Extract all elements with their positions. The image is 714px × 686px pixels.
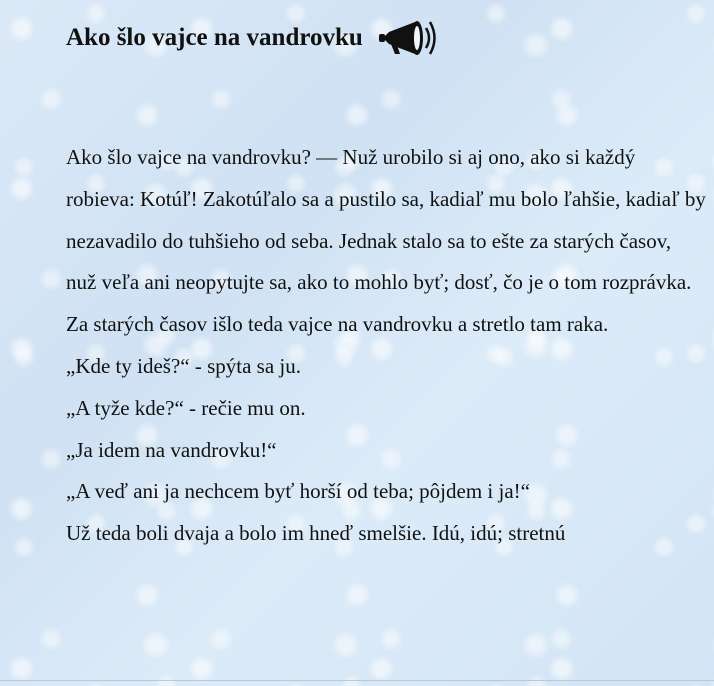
story-paragraph: „A veď ani ja nechcem byť horší od teba; pôjdem i ja!“ bbox=[66, 479, 530, 504]
story-paragraph: „Kde ty ideš?“ - spýta sa ju. bbox=[66, 353, 302, 378]
story-paragraph: „Ja idem na vandrovku!“ bbox=[66, 437, 277, 462]
story-text bbox=[66, 137, 706, 555]
title-row bbox=[66, 14, 439, 62]
story-paragraph: Ako šlo vajce na vandrovku? — Nuž urobilo si aj ono, ako si každý robieva: Kotúľ! Zakotúľalo sa a pustilo sa, kadiaľ mu bolo ľahšie, kadiaľ by nezavadilo do tuhšieho od seba. Jednak stalo sa to ešte za starých časov, nuž veľa ani neopytujte sa, ako to mohlo byť; dosť, čo je o tom rozprávka. bbox=[66, 145, 706, 295]
megaphone-icon[interactable] bbox=[375, 14, 439, 62]
bottom-divider bbox=[0, 680, 714, 681]
story-paragraph: Už teda boli dvaja a bolo im hneď smelšie. Idú, idú; stretnú bbox=[66, 521, 566, 546]
story-paragraph: „A tyže kde?“ - rečie mu on. bbox=[66, 395, 306, 420]
story-paragraph: Za starých časov išlo teda vajce na vandrovku a stretlo tam raka. bbox=[66, 312, 609, 337]
page-title: Ako šlo vajce na vandrovku bbox=[66, 24, 363, 51]
